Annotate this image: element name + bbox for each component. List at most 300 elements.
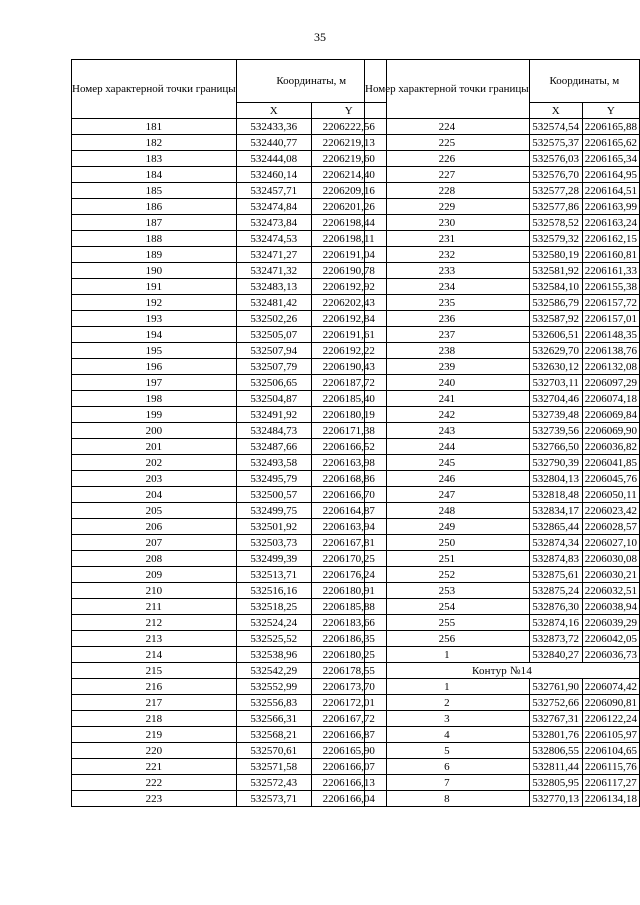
point-number-cell: 216 — [72, 679, 237, 695]
y-coordinate-cell: 2206036,73 — [582, 647, 639, 663]
table-row — [365, 183, 640, 199]
y-coordinate-cell: 2206115,76 — [582, 759, 639, 775]
y-coordinate-cell: 2206157,72 — [582, 295, 639, 311]
x-coordinate-cell: 532506,65 — [236, 375, 311, 391]
y-coordinate-cell: 2206167,81 — [311, 535, 386, 551]
point-number-cell: 241 — [365, 391, 530, 407]
point-number-cell: 6 — [365, 759, 530, 775]
point-number-cell: 184 — [72, 167, 237, 183]
point-number-cell: 208 — [72, 551, 237, 567]
point-number-cell: 250 — [365, 535, 530, 551]
y-coordinate-cell: 2206165,62 — [582, 135, 639, 151]
table-row — [365, 503, 640, 519]
y-coordinate-cell: 2206104,65 — [582, 743, 639, 759]
x-coordinate-cell: 532587,92 — [529, 311, 582, 327]
x-coordinate-cell: 532806,55 — [529, 743, 582, 759]
y-coordinate-cell: 2206191,04 — [311, 247, 386, 263]
table-row — [72, 167, 387, 183]
y-coordinate-cell: 2206041,85 — [582, 455, 639, 471]
table-row — [365, 647, 640, 663]
table-row — [365, 423, 640, 439]
table-row — [365, 487, 640, 503]
point-number-cell: 238 — [365, 343, 530, 359]
point-number-cell: 249 — [365, 519, 530, 535]
x-coordinate-cell: 532739,56 — [529, 423, 582, 439]
point-number-cell: 227 — [365, 167, 530, 183]
x-coordinate-cell: 532507,94 — [236, 343, 311, 359]
y-coordinate-cell: 2206198,44 — [311, 215, 386, 231]
x-coordinate-cell: 532484,73 — [236, 423, 311, 439]
x-coordinate-cell: 532875,24 — [529, 583, 582, 599]
point-number-cell: 254 — [365, 599, 530, 615]
x-coordinate-cell: 532571,58 — [236, 759, 311, 775]
y-coordinate-cell: 2206166,04 — [311, 791, 386, 807]
table-row — [365, 231, 640, 247]
table-row — [72, 567, 387, 583]
table-row — [72, 135, 387, 151]
x-coordinate-cell: 532474,84 — [236, 199, 311, 215]
point-number-cell: 191 — [72, 279, 237, 295]
y-coordinate-cell: 2206155,38 — [582, 279, 639, 295]
x-coordinate-cell: 532606,51 — [529, 327, 582, 343]
y-coordinate-cell: 2206198,11 — [311, 231, 386, 247]
point-number-cell: 190 — [72, 263, 237, 279]
table-row — [72, 375, 387, 391]
point-number-cell: 183 — [72, 151, 237, 167]
y-coordinate-cell: 2206191,61 — [311, 327, 386, 343]
x-coordinate-cell: 532524,24 — [236, 615, 311, 631]
x-coordinate-cell: 532471,27 — [236, 247, 311, 263]
x-coordinate-cell: 532502,26 — [236, 311, 311, 327]
point-number-cell: 185 — [72, 183, 237, 199]
y-coordinate-cell: 2206069,84 — [582, 407, 639, 423]
table-row — [72, 455, 387, 471]
y-coordinate-cell: 2206160,81 — [582, 247, 639, 263]
y-coordinate-cell: 2206192,22 — [311, 343, 386, 359]
point-number-cell: 233 — [365, 263, 530, 279]
point-number-cell: 205 — [72, 503, 237, 519]
header-y: Y — [582, 103, 639, 119]
x-coordinate-cell: 532580,19 — [529, 247, 582, 263]
table-row — [365, 343, 640, 359]
y-coordinate-cell: 2206185,88 — [311, 599, 386, 615]
table-row — [72, 711, 387, 727]
table-row — [72, 631, 387, 647]
x-coordinate-cell: 532805,95 — [529, 775, 582, 791]
y-coordinate-cell: 2206042,05 — [582, 631, 639, 647]
y-coordinate-cell: 2206134,18 — [582, 791, 639, 807]
y-coordinate-cell: 2206219,60 — [311, 151, 386, 167]
table-row — [365, 599, 640, 615]
table-row — [72, 423, 387, 439]
x-coordinate-cell: 532507,79 — [236, 359, 311, 375]
point-number-cell: 256 — [365, 631, 530, 647]
x-coordinate-cell: 532581,92 — [529, 263, 582, 279]
x-coordinate-cell: 532516,16 — [236, 583, 311, 599]
table-row — [72, 359, 387, 375]
y-coordinate-cell: 2206180,25 — [311, 647, 386, 663]
table-row — [72, 583, 387, 599]
x-coordinate-cell: 532501,92 — [236, 519, 311, 535]
point-number-cell: 199 — [72, 407, 237, 423]
point-number-cell: 186 — [72, 199, 237, 215]
table-row — [365, 791, 640, 807]
y-coordinate-cell: 2206176,24 — [311, 567, 386, 583]
x-coordinate-cell: 532575,37 — [529, 135, 582, 151]
table-row — [72, 727, 387, 743]
table-row — [72, 151, 387, 167]
y-coordinate-cell: 2206219,13 — [311, 135, 386, 151]
x-coordinate-cell: 532572,43 — [236, 775, 311, 791]
x-coordinate-cell: 532804,13 — [529, 471, 582, 487]
table-row — [365, 711, 640, 727]
point-number-cell: 223 — [72, 791, 237, 807]
point-number-cell: 236 — [365, 311, 530, 327]
x-coordinate-cell: 532801,76 — [529, 727, 582, 743]
y-coordinate-cell: 2206186,35 — [311, 631, 386, 647]
point-number-cell: 181 — [72, 119, 237, 135]
point-number-cell: 245 — [365, 455, 530, 471]
y-coordinate-cell: 2206166,52 — [311, 439, 386, 455]
x-coordinate-cell: 532518,25 — [236, 599, 311, 615]
header-point-number: Номер характерной точки границы — [72, 60, 237, 119]
header-x: X — [529, 103, 582, 119]
point-number-cell: 189 — [72, 247, 237, 263]
point-number-cell: 239 — [365, 359, 530, 375]
table-row — [365, 439, 640, 455]
header-coordinates: Координаты, м — [529, 60, 639, 103]
point-number-cell: 230 — [365, 215, 530, 231]
x-coordinate-cell: 532552,99 — [236, 679, 311, 695]
x-coordinate-cell: 532840,27 — [529, 647, 582, 663]
table-row — [365, 551, 640, 567]
y-coordinate-cell: 2206038,94 — [582, 599, 639, 615]
x-coordinate-cell: 532473,84 — [236, 215, 311, 231]
table-row — [72, 519, 387, 535]
x-coordinate-cell: 532471,32 — [236, 263, 311, 279]
table-row — [72, 439, 387, 455]
point-number-cell: 192 — [72, 295, 237, 311]
x-coordinate-cell: 532538,96 — [236, 647, 311, 663]
table-row — [365, 311, 640, 327]
table-row — [72, 311, 387, 327]
point-number-cell: 8 — [365, 791, 530, 807]
x-coordinate-cell: 532874,83 — [529, 551, 582, 567]
y-coordinate-cell: 2206163,98 — [311, 455, 386, 471]
y-coordinate-cell: 2206023,42 — [582, 503, 639, 519]
table-row — [365, 375, 640, 391]
y-coordinate-cell: 2206090,81 — [582, 695, 639, 711]
table-row — [72, 775, 387, 791]
y-coordinate-cell: 2206045,76 — [582, 471, 639, 487]
point-number-cell: 2 — [365, 695, 530, 711]
x-coordinate-cell: 532570,61 — [236, 743, 311, 759]
table-row — [72, 327, 387, 343]
point-number-cell: 196 — [72, 359, 237, 375]
x-coordinate-cell: 532576,03 — [529, 151, 582, 167]
x-coordinate-cell: 532703,11 — [529, 375, 582, 391]
table-row — [365, 455, 640, 471]
y-coordinate-cell: 2206030,08 — [582, 551, 639, 567]
table-row — [72, 231, 387, 247]
table-row — [72, 615, 387, 631]
y-coordinate-cell: 2206166,07 — [311, 759, 386, 775]
x-coordinate-cell: 532629,70 — [529, 343, 582, 359]
x-coordinate-cell: 532876,30 — [529, 599, 582, 615]
table-row — [72, 199, 387, 215]
table-row — [365, 631, 640, 647]
point-number-cell: 221 — [72, 759, 237, 775]
point-number-cell: 218 — [72, 711, 237, 727]
table-row — [365, 359, 640, 375]
x-coordinate-cell: 532874,16 — [529, 615, 582, 631]
x-coordinate-cell: 532811,44 — [529, 759, 582, 775]
table-row — [365, 407, 640, 423]
table-row — [365, 151, 640, 167]
x-coordinate-cell: 532752,66 — [529, 695, 582, 711]
x-coordinate-cell: 532761,90 — [529, 679, 582, 695]
table-row — [365, 695, 640, 711]
x-coordinate-cell: 532573,71 — [236, 791, 311, 807]
point-number-cell: 252 — [365, 567, 530, 583]
table-row — [365, 295, 640, 311]
y-coordinate-cell: 2206164,95 — [582, 167, 639, 183]
y-coordinate-cell: 2206214,40 — [311, 167, 386, 183]
x-coordinate-cell: 532444,08 — [236, 151, 311, 167]
x-coordinate-cell: 532766,50 — [529, 439, 582, 455]
table-row — [365, 759, 640, 775]
table-row — [72, 295, 387, 311]
table-row — [365, 727, 640, 743]
point-number-cell: 219 — [72, 727, 237, 743]
y-coordinate-cell: 2206163,24 — [582, 215, 639, 231]
table-row — [72, 663, 387, 679]
point-number-cell: 1 — [365, 647, 530, 663]
contour-header-row — [365, 663, 640, 679]
y-coordinate-cell: 2206167,72 — [311, 711, 386, 727]
y-coordinate-cell: 2206183,66 — [311, 615, 386, 631]
header-point-number: Номер характерной точки границы — [365, 60, 530, 119]
point-number-cell: 197 — [72, 375, 237, 391]
point-number-cell: 204 — [72, 487, 237, 503]
coordinates-table-right — [364, 59, 640, 807]
y-coordinate-cell: 2206148,35 — [582, 327, 639, 343]
x-coordinate-cell: 532460,14 — [236, 167, 311, 183]
table-row — [365, 535, 640, 551]
y-coordinate-cell: 2206036,82 — [582, 439, 639, 455]
y-coordinate-cell: 2206168,86 — [311, 471, 386, 487]
point-number-cell: 209 — [72, 567, 237, 583]
y-coordinate-cell: 2206039,29 — [582, 615, 639, 631]
x-coordinate-cell: 532499,75 — [236, 503, 311, 519]
y-coordinate-cell: 2206074,18 — [582, 391, 639, 407]
y-coordinate-cell: 2206069,90 — [582, 423, 639, 439]
point-number-cell: 198 — [72, 391, 237, 407]
x-coordinate-cell: 532499,39 — [236, 551, 311, 567]
y-coordinate-cell: 2206027,10 — [582, 535, 639, 551]
point-number-cell: 244 — [365, 439, 530, 455]
y-coordinate-cell: 2206074,42 — [582, 679, 639, 695]
x-coordinate-cell: 532495,79 — [236, 471, 311, 487]
y-coordinate-cell: 2206166,70 — [311, 487, 386, 503]
page-number: 35 — [314, 30, 326, 44]
point-number-cell: 222 — [72, 775, 237, 791]
contour-label: Контур №14 — [365, 663, 640, 679]
table-row — [72, 343, 387, 359]
y-coordinate-cell: 2206097,29 — [582, 375, 639, 391]
table-row — [72, 119, 387, 135]
x-coordinate-cell: 532481,42 — [236, 295, 311, 311]
point-number-cell: 7 — [365, 775, 530, 791]
table-row — [72, 647, 387, 663]
point-number-cell: 240 — [365, 375, 530, 391]
x-coordinate-cell: 532577,28 — [529, 183, 582, 199]
point-number-cell: 210 — [72, 583, 237, 599]
table-row — [365, 215, 640, 231]
y-coordinate-cell: 2206105,97 — [582, 727, 639, 743]
y-coordinate-cell: 2206032,51 — [582, 583, 639, 599]
y-coordinate-cell: 2206190,78 — [311, 263, 386, 279]
table-row — [72, 407, 387, 423]
table-row — [365, 327, 640, 343]
point-number-cell: 231 — [365, 231, 530, 247]
point-number-cell: 237 — [365, 327, 530, 343]
y-coordinate-cell: 2206157,01 — [582, 311, 639, 327]
table-row — [72, 183, 387, 199]
y-coordinate-cell: 2206180,19 — [311, 407, 386, 423]
point-number-cell: 213 — [72, 631, 237, 647]
x-coordinate-cell: 532865,44 — [529, 519, 582, 535]
point-number-cell: 3 — [365, 711, 530, 727]
table-row — [365, 279, 640, 295]
x-coordinate-cell: 532500,57 — [236, 487, 311, 503]
table-row — [72, 263, 387, 279]
x-coordinate-cell: 532579,32 — [529, 231, 582, 247]
x-coordinate-cell: 532457,71 — [236, 183, 311, 199]
y-coordinate-cell: 2206138,76 — [582, 343, 639, 359]
table-row — [365, 519, 640, 535]
point-number-cell: 217 — [72, 695, 237, 711]
table-row — [365, 119, 640, 135]
point-number-cell: 187 — [72, 215, 237, 231]
x-coordinate-cell: 532487,66 — [236, 439, 311, 455]
x-coordinate-cell: 532566,31 — [236, 711, 311, 727]
table-row — [72, 215, 387, 231]
x-coordinate-cell: 532770,13 — [529, 791, 582, 807]
y-coordinate-cell: 2206164,51 — [582, 183, 639, 199]
x-coordinate-cell: 532739,48 — [529, 407, 582, 423]
y-coordinate-cell: 2206122,24 — [582, 711, 639, 727]
table-row — [365, 167, 640, 183]
point-number-cell: 206 — [72, 519, 237, 535]
coordinates-table-left — [71, 59, 387, 807]
y-coordinate-cell: 2206163,99 — [582, 199, 639, 215]
point-number-cell: 243 — [365, 423, 530, 439]
x-coordinate-cell: 532504,87 — [236, 391, 311, 407]
x-coordinate-cell: 532433,36 — [236, 119, 311, 135]
table-row — [72, 279, 387, 295]
x-coordinate-cell: 532584,10 — [529, 279, 582, 295]
point-number-cell: 246 — [365, 471, 530, 487]
y-coordinate-cell: 2206178,55 — [311, 663, 386, 679]
x-coordinate-cell: 532834,17 — [529, 503, 582, 519]
point-number-cell: 203 — [72, 471, 237, 487]
point-number-cell: 251 — [365, 551, 530, 567]
y-coordinate-cell: 2206201,26 — [311, 199, 386, 215]
point-number-cell: 202 — [72, 455, 237, 471]
y-coordinate-cell: 2206162,15 — [582, 231, 639, 247]
x-coordinate-cell: 532586,79 — [529, 295, 582, 311]
table-row — [365, 135, 640, 151]
point-number-cell: 235 — [365, 295, 530, 311]
y-coordinate-cell: 2206163,94 — [311, 519, 386, 535]
table-row — [72, 471, 387, 487]
point-number-cell: 194 — [72, 327, 237, 343]
point-number-cell: 1 — [365, 679, 530, 695]
header-x: X — [236, 103, 311, 119]
point-number-cell: 247 — [365, 487, 530, 503]
x-coordinate-cell: 532873,72 — [529, 631, 582, 647]
point-number-cell: 207 — [72, 535, 237, 551]
y-coordinate-cell: 2206180,91 — [311, 583, 386, 599]
point-number-cell: 188 — [72, 231, 237, 247]
table-row — [72, 759, 387, 775]
y-coordinate-cell: 2206173,70 — [311, 679, 386, 695]
point-number-cell: 200 — [72, 423, 237, 439]
x-coordinate-cell: 532704,46 — [529, 391, 582, 407]
x-coordinate-cell: 532574,54 — [529, 119, 582, 135]
x-coordinate-cell: 532491,92 — [236, 407, 311, 423]
y-coordinate-cell: 2206165,88 — [582, 119, 639, 135]
point-number-cell: 4 — [365, 727, 530, 743]
point-number-cell: 248 — [365, 503, 530, 519]
point-number-cell: 201 — [72, 439, 237, 455]
x-coordinate-cell: 532483,13 — [236, 279, 311, 295]
y-coordinate-cell: 2206161,33 — [582, 263, 639, 279]
table-row — [72, 679, 387, 695]
x-coordinate-cell: 532578,52 — [529, 215, 582, 231]
x-coordinate-cell: 532513,71 — [236, 567, 311, 583]
table-row — [365, 583, 640, 599]
table-row — [365, 199, 640, 215]
x-coordinate-cell: 532503,73 — [236, 535, 311, 551]
y-coordinate-cell: 2206050,11 — [582, 487, 639, 503]
y-coordinate-cell: 2206192,92 — [311, 279, 386, 295]
table-row — [72, 695, 387, 711]
point-number-cell: 226 — [365, 151, 530, 167]
y-coordinate-cell: 2206117,27 — [582, 775, 639, 791]
x-coordinate-cell: 532818,48 — [529, 487, 582, 503]
point-number-cell: 234 — [365, 279, 530, 295]
y-coordinate-cell: 2206164,87 — [311, 503, 386, 519]
table-row — [72, 503, 387, 519]
table-row — [72, 391, 387, 407]
y-coordinate-cell: 2206187,72 — [311, 375, 386, 391]
table-row — [72, 551, 387, 567]
y-coordinate-cell: 2206166,13 — [311, 775, 386, 791]
x-coordinate-cell: 532576,70 — [529, 167, 582, 183]
table-row — [365, 247, 640, 263]
y-coordinate-cell: 2206172,01 — [311, 695, 386, 711]
table-row — [72, 247, 387, 263]
table-row — [365, 263, 640, 279]
x-coordinate-cell: 532493,58 — [236, 455, 311, 471]
table-row — [365, 615, 640, 631]
point-number-cell: 211 — [72, 599, 237, 615]
y-coordinate-cell: 2206170,25 — [311, 551, 386, 567]
y-coordinate-cell: 2206030,21 — [582, 567, 639, 583]
point-number-cell: 214 — [72, 647, 237, 663]
